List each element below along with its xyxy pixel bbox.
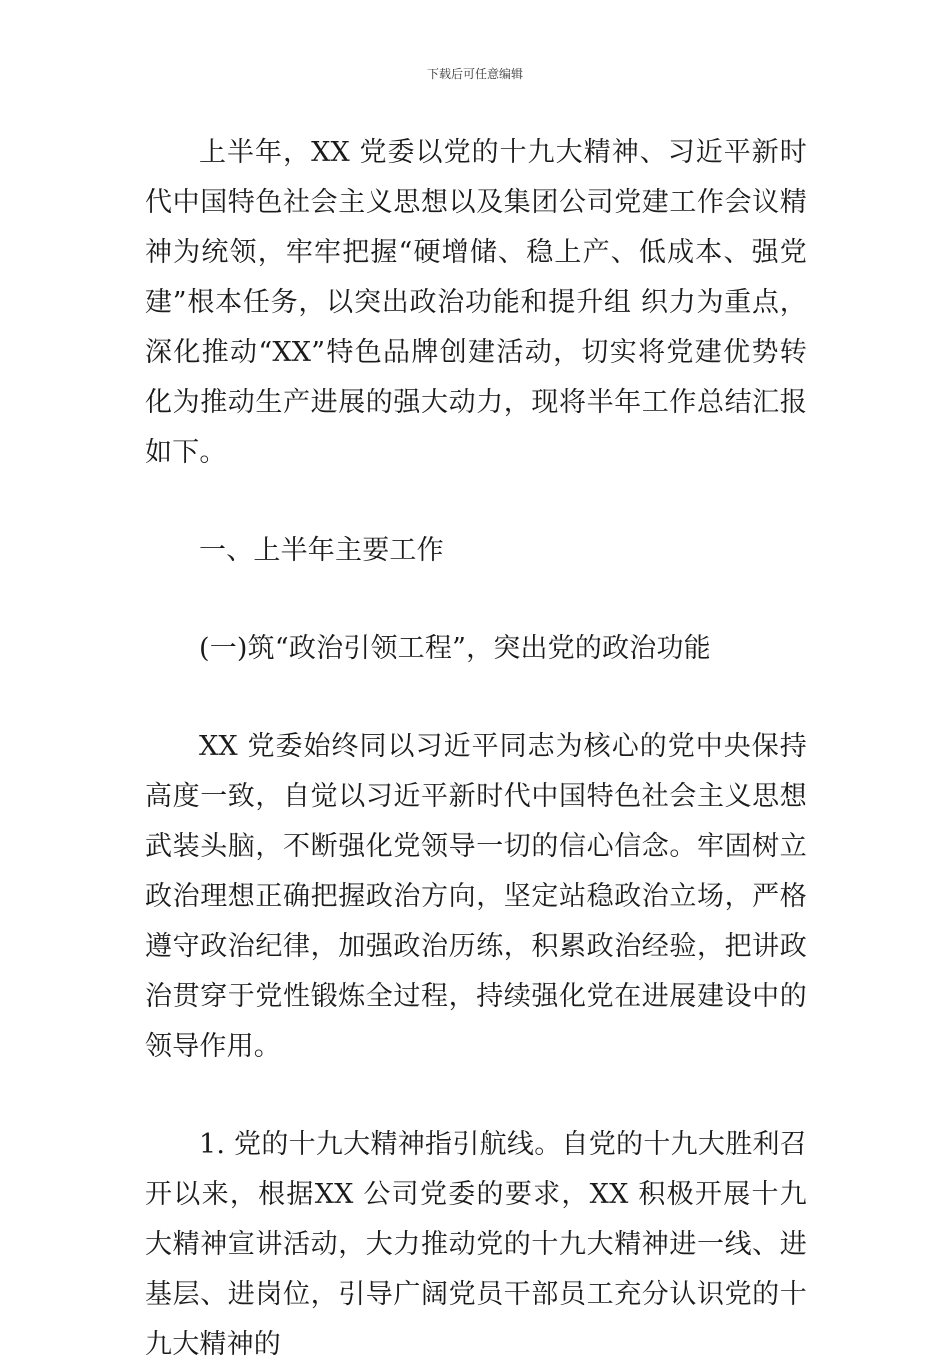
subsection-heading: (一)筑“政治引领工程”，突出党的政治功能 bbox=[199, 633, 711, 664]
page-header-note: 下载后可任意编辑 bbox=[426, 67, 523, 81]
document-body bbox=[145, 128, 807, 1370]
section-heading: 一、上半年主要工作 bbox=[199, 535, 444, 566]
body-paragraph: XX 党委始终同以习近平同志为核心的党中央保持高度一致，自觉以习近平新时代中国特色社会主义思想武装头脑，不断强化党领导一切的信心信念。牢固树立政治理想正确把握政治方向，坚定站稳政治立场，严格遵守政治纪律，加强政治历练，积累政治经验，把讲政治贯穿于党性锻炼全过程，持续强化党在进展建设中的领导作用。 bbox=[145, 731, 807, 1062]
intro-paragraph: 上半年，XX 党委以党的十九大精神、习近平新时代中国特色社会主义思想以及集团公司党建工作会议精神为统领，牢牢把握“硬增储、稳上产、低成本、强党建”根本任务，以突出政治功能和提升组 织力为重点，深化推动“XX”特色品牌创建活动，切实将党建优势转化为推动生产进展的强大动力，现将半年工作总结汇报如下。 bbox=[145, 137, 807, 468]
numbered-paragraph: 1. 党的十九大精神指引航线。自党的十九大胜利召开以来，根据XX 公司党委的要求，XX 积极开展十九大精神宣讲活动，大力推动党的十九大精神进一线、进基层、进岗位，引导广阔党员干部员工充分认识党的十九大精神的 bbox=[145, 1129, 807, 1360]
